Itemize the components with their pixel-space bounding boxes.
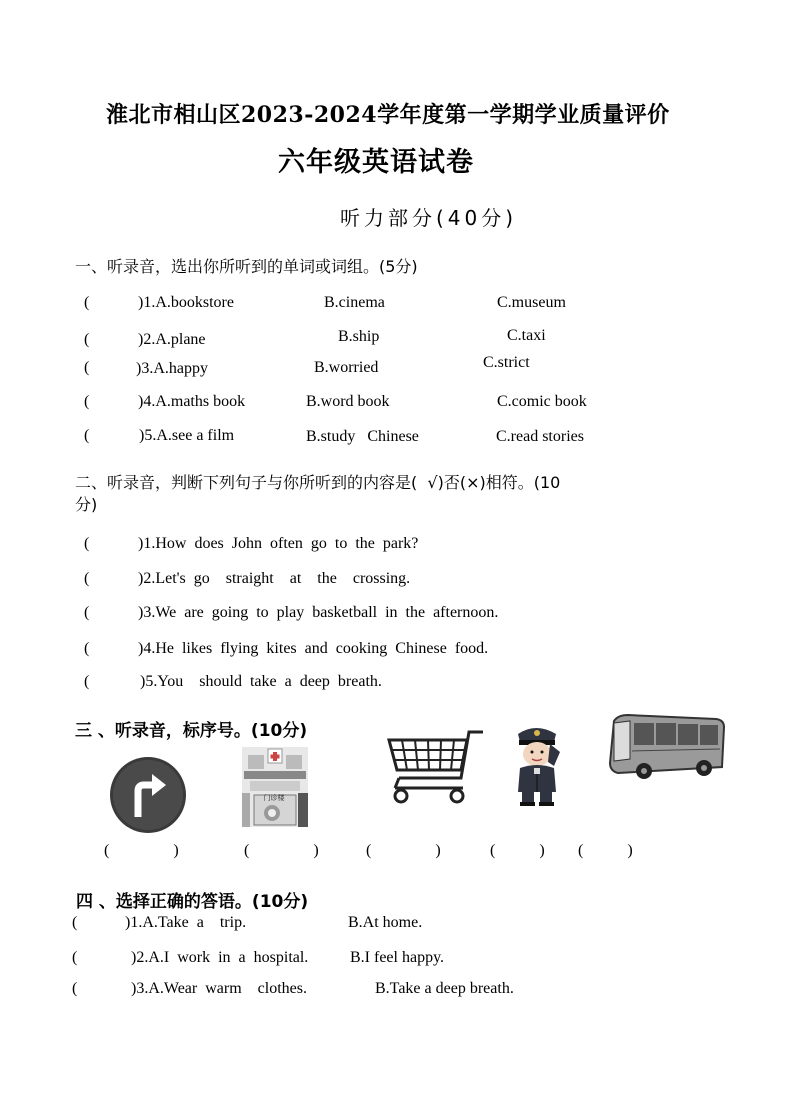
statement: )4.He likes flying kites and cooking Chinese food. (138, 640, 489, 657)
statement: )3.We are going to play basketball in the afternoon. (138, 604, 499, 621)
option-c: C.read stories (496, 428, 584, 445)
statement: )2.Let's go straight at the crossing. (138, 570, 411, 587)
section4-heading: 四 、选择正确的答语。(10分) (76, 892, 309, 912)
option-b: B.word book (306, 393, 390, 410)
option-b: B.I feel happy. (350, 949, 445, 966)
section2-heading: 二、听录音，判断下列句子与你所听到的内容是( √)否(×)相符。(10 (75, 473, 561, 492)
option-a: )3.A.Wear warm clothes. (131, 980, 307, 997)
option-b: B.Take a deep breath. (375, 980, 514, 997)
option-a: )1.A.Take a trip. (125, 914, 247, 931)
section2-heading-cont: 分) (75, 495, 98, 514)
exam-title-line1: 淮北市相山区2023-2024学年度第一学期学业质量评价 (106, 102, 670, 128)
option-b: B.study Chinese (306, 428, 419, 445)
option-a: )3.A.happy (136, 360, 208, 377)
answer-paren: ( (84, 640, 90, 657)
option-c: C.taxi (507, 327, 546, 344)
option-a: )2.A.I work in a hospital. (131, 949, 309, 966)
option-c: C.museum (497, 294, 566, 311)
answer-paren: ( (72, 980, 78, 997)
option-a: )5.A.see a film (139, 427, 235, 444)
answer-paren: ( (84, 570, 90, 587)
answer-paren: ( (84, 393, 90, 410)
option-c: C.comic book (497, 393, 587, 410)
option-c: C.strict (483, 354, 530, 371)
police-officer-icon (510, 722, 562, 806)
picture-blank: ( ) (244, 842, 319, 859)
picture-blank: ( ) (104, 842, 179, 859)
picture-blank: ( ) (578, 842, 633, 859)
answer-paren: ( (84, 359, 90, 376)
option-a: )2.A.plane (138, 331, 206, 348)
section1-heading: 一、听录音，选出你所听到的单词或词组。(5分) (75, 257, 418, 276)
answer-paren: ( (72, 949, 78, 966)
picture-blank: ( ) (490, 842, 545, 859)
answer-paren: ( (84, 331, 90, 348)
option-a: )1.A.bookstore (138, 294, 234, 311)
hospital-icon (242, 747, 308, 827)
exam-title-line2: 六年级英语试卷 (278, 147, 474, 178)
option-b: B.cinema (324, 294, 385, 311)
option-a: )4.A.maths book (138, 393, 246, 410)
picture-blank: ( ) (366, 842, 441, 859)
listening-subtitle: 听力部分(40分) (340, 206, 518, 230)
option-b: B.At home. (348, 914, 423, 931)
option-b: B.worried (314, 359, 379, 376)
turn-right-sign-icon (108, 755, 188, 835)
answer-paren: ( (84, 427, 90, 444)
shopping-cart-icon (383, 726, 487, 804)
answer-paren: ( (72, 914, 78, 931)
answer-paren: ( (84, 535, 90, 552)
option-b: B.ship (338, 328, 380, 345)
section3-heading: 三 、听录音，标序号。(10分) (75, 721, 308, 741)
answer-paren: ( (84, 294, 90, 311)
statement: )1.How does John often go to the park? (138, 535, 419, 552)
hospital-sign-text: 门诊楼 (263, 794, 285, 802)
bus-icon (608, 713, 726, 783)
answer-paren: ( (84, 673, 90, 690)
statement: )5.You should take a deep breath. (140, 673, 382, 690)
answer-paren: ( (84, 604, 90, 621)
